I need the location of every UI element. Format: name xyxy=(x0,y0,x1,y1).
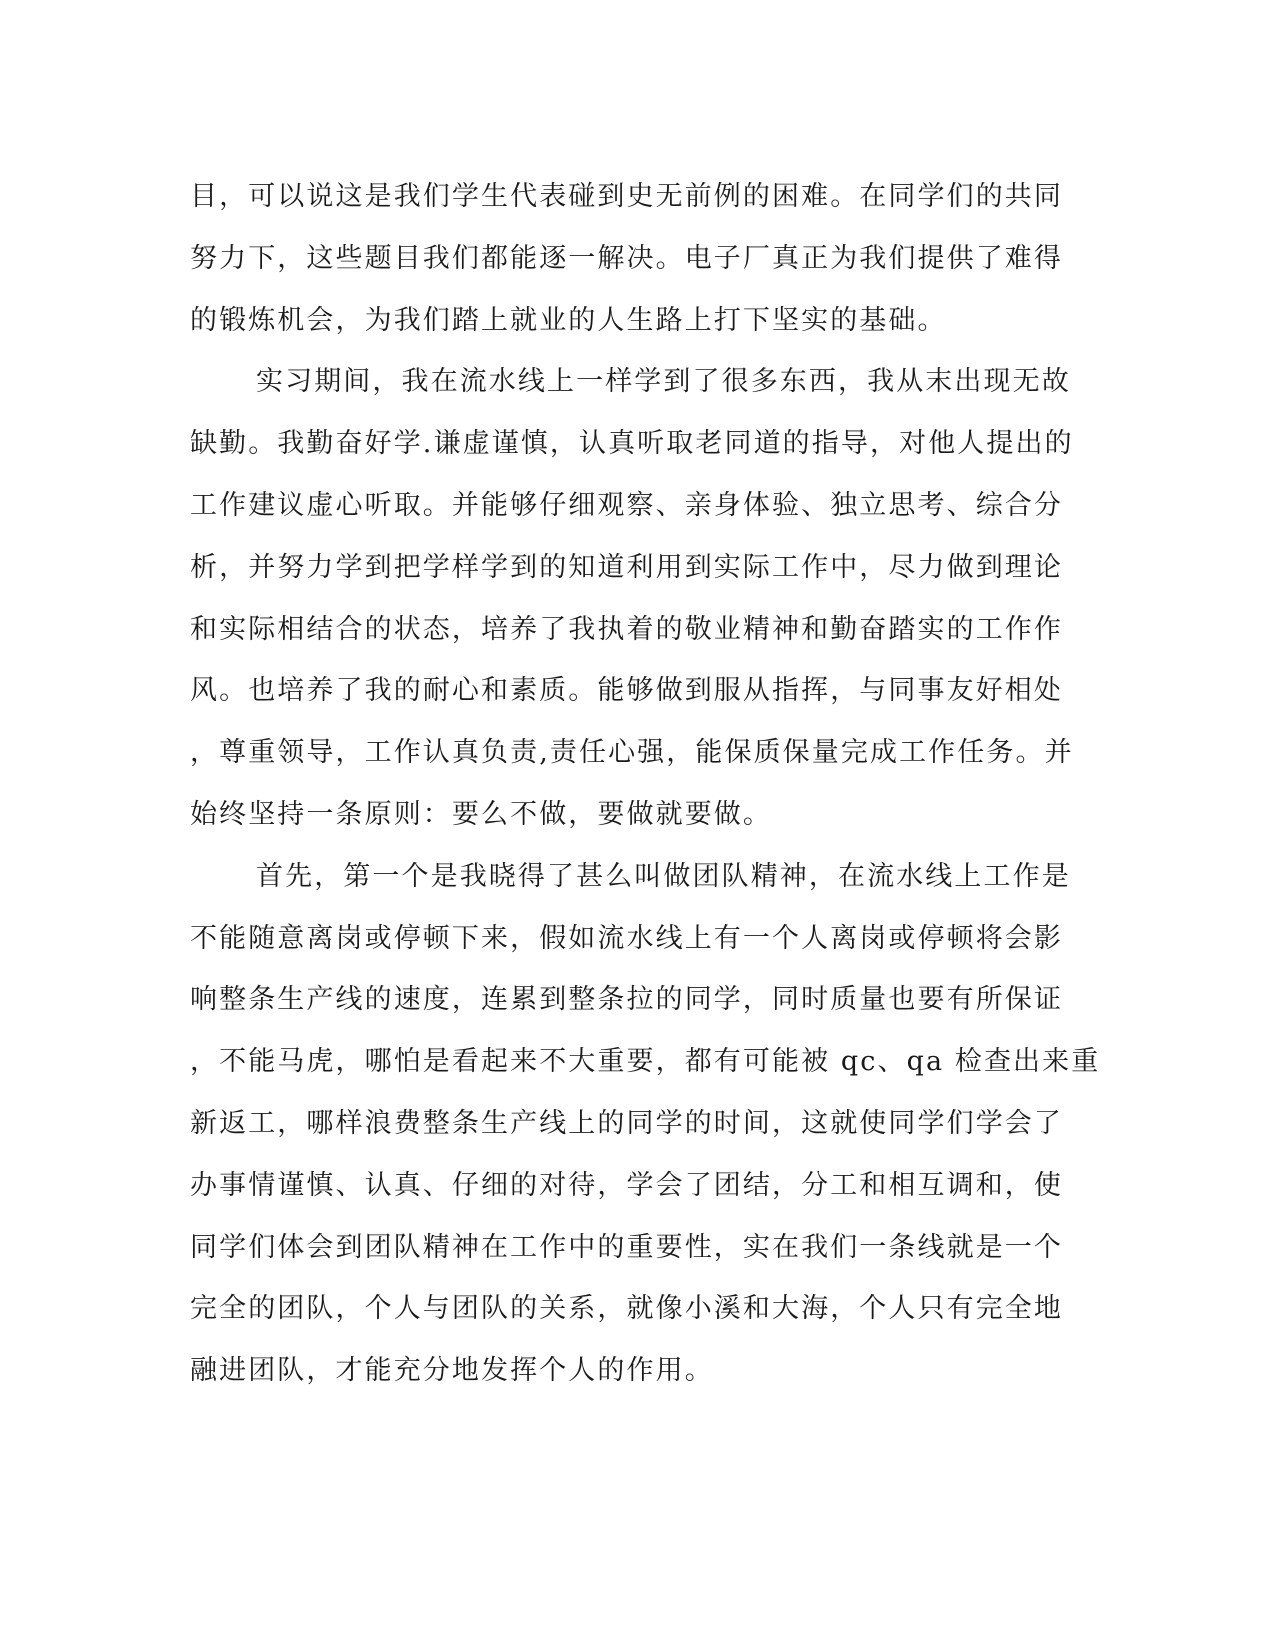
paragraph-2 xyxy=(190,351,1085,845)
document-body xyxy=(190,166,1101,1402)
paragraph-1 xyxy=(190,166,1085,351)
text-line: ，尊重领导，工作认真负责,责任心强，能保质保量完成工作任务。并 xyxy=(190,737,1074,769)
text-line: 首先，第一个是我晓得了甚么叫做团队精神，在流水线上工作是 xyxy=(256,860,1071,892)
paragraph-3 xyxy=(190,846,1101,1402)
text-line: 工作建议虚心听取。并能够仔细观察、亲身体验、独立思考、综合分 xyxy=(190,489,1063,521)
text-line: 响整条生产线的速度，连累到整条拉的同学，同时质量也要有所保证 xyxy=(190,984,1063,1016)
text-line: 缺勤。我勤奋好学.谦虚谨慎，认真听取老同道的指导，对他人提出的 xyxy=(190,428,1074,460)
text-line: 融进团队，才能充分地发挥个人的作用。 xyxy=(190,1355,714,1387)
text-line: ，不能马虎，哪怕是看起来不大重要，都有可能被 qc、qa 检查出来重 xyxy=(190,1046,1101,1078)
text-line: 办事情谨慎、认真、仔细的对待，学会了团结，分工和相互调和，使 xyxy=(190,1169,1063,1201)
text-line: 完全的团队，个人与团队的关系，就像小溪和大海，个人只有完全地 xyxy=(190,1293,1063,1325)
text-line: 不能随意离岗或停顿下来，假如流水线上有一个人离岗或停顿将会影 xyxy=(190,922,1063,954)
text-line: 同学们体会到团队精神在工作中的重要性，实在我们一条线就是一个 xyxy=(190,1231,1063,1263)
text-line: 析，并努力学到把学样学到的知道利用到实际工作中，尽力做到理论 xyxy=(190,551,1063,583)
text-line: 风。也培养了我的耐心和素质。能够做到服从指挥，与同事友好相处 xyxy=(190,675,1063,707)
text-line: 和实际相结合的状态，培养了我执着的敬业精神和勤奋踏实的工作作 xyxy=(190,613,1063,645)
text-line: 目，可以说这是我们学生代表碰到史无前例的困难。在同学们的共同 xyxy=(190,181,1063,212)
text-line: 的锻炼机会，为我们踏上就业的人生路上打下坚实的基础。 xyxy=(190,304,947,336)
text-line: 努力下，这些题目我们都能逐一解决。电子厂真正为我们提供了难得 xyxy=(190,242,1063,274)
text-line: 始终坚持一条原则：要么不做，要做就要做。 xyxy=(190,798,772,830)
text-line: 新返工，哪样浪费整条生产线上的同学的时间，这就使同学们学会了 xyxy=(190,1107,1063,1139)
text-line: 实习期间，我在流水线上一样学到了很多东西，我从末出现无故 xyxy=(256,366,1071,398)
